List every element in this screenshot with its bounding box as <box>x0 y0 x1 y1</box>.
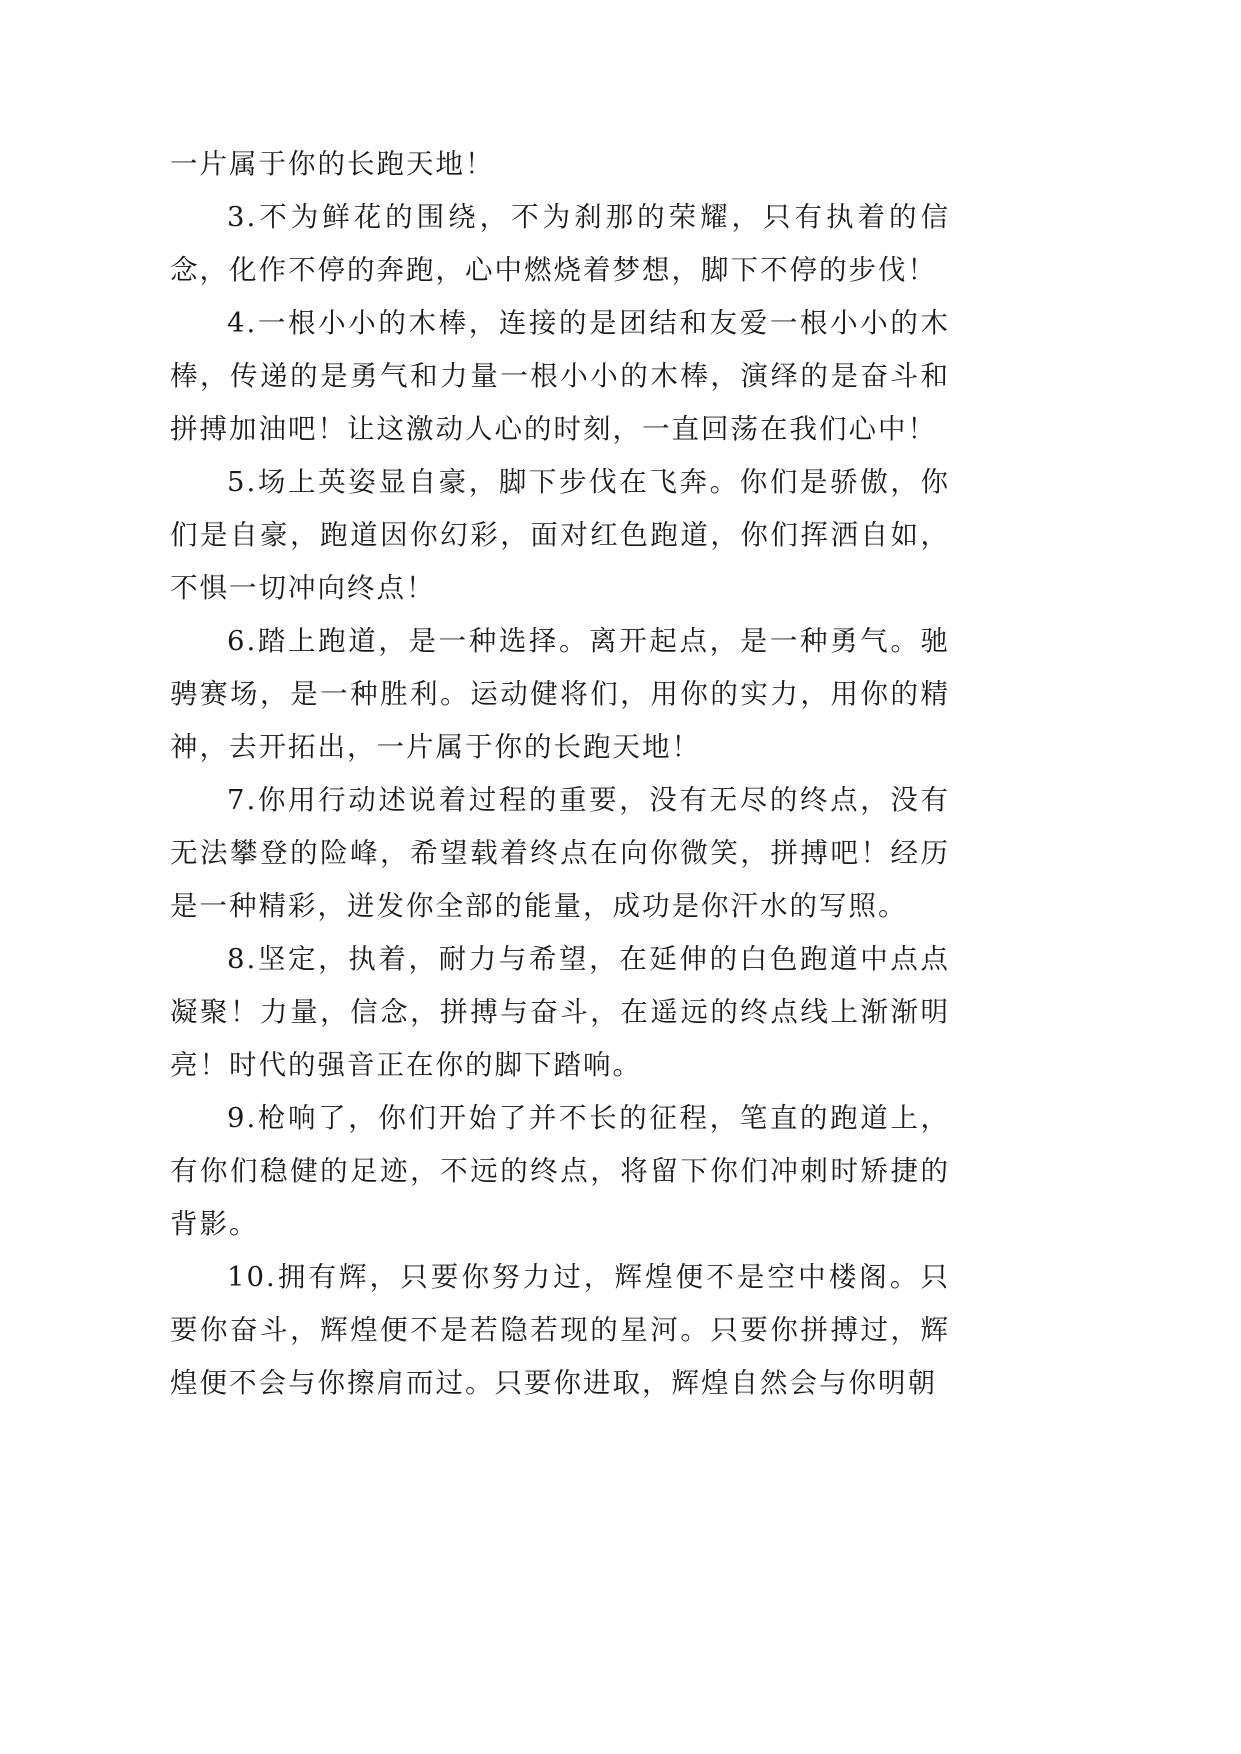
paragraph-item-7: 7.你用行动述说着过程的重要，没有无尽的终点，没有无法攀登的险峰，希望载着终点在向你微笑，拼搏吧！经历是一种精彩，迸发你全部的能量，成功是你汗水的写照。 <box>170 784 950 922</box>
paragraph-item-4: 4.一根小小的木棒，连接的是团结和友爱一根小小的木棒，传递的是勇气和力量一根小小的木棒，演绎的是奋斗和拼搏加油吧！让这激动人心的时刻，一直回荡在我们心中！ <box>170 307 950 445</box>
document-body <box>170 138 950 1410</box>
paragraph-continuation: 一片属于你的长跑天地！ <box>170 148 495 180</box>
paragraph-item-10: 10.拥有辉，只要你努力过，辉煌便不是空中楼阁。只要你奋斗，辉煌便不是若隐若现的星河。只要你拼搏过，辉煌便不会与你擦肩而过。只要你进取，辉煌自然会与你明朝 <box>170 1261 950 1399</box>
paragraph-item-8: 8.坚定，执着，耐力与希望，在延伸的白色跑道中点点凝聚！力量，信念，拼搏与奋斗，在遥远的终点线上渐渐明亮！时代的强音正在你的脚下踏响。 <box>170 943 950 1081</box>
paragraph-item-9: 9.枪响了，你们开始了并不长的征程，笔直的跑道上，有你们稳健的足迹，不远的终点，将留下你们冲刺时矫捷的背影。 <box>170 1102 950 1240</box>
paragraph-item-5: 5.场上英姿显自豪，脚下步伐在飞奔。你们是骄傲，你们是自豪，跑道因你幻彩，面对红色跑道，你们挥洒自如，不惧一切冲向终点！ <box>170 466 950 604</box>
paragraph-item-6: 6.踏上跑道，是一种选择。离开起点，是一种勇气。驰骋赛场，是一种胜利。运动健将们，用你的实力，用你的精神，去开拓出，一片属于你的长跑天地！ <box>170 625 950 763</box>
paragraph-item-3: 3.不为鲜花的围绕，不为刹那的荣耀，只有执着的信念，化作不停的奔跑，心中燃烧着梦想，脚下不停的步伐！ <box>170 201 950 286</box>
